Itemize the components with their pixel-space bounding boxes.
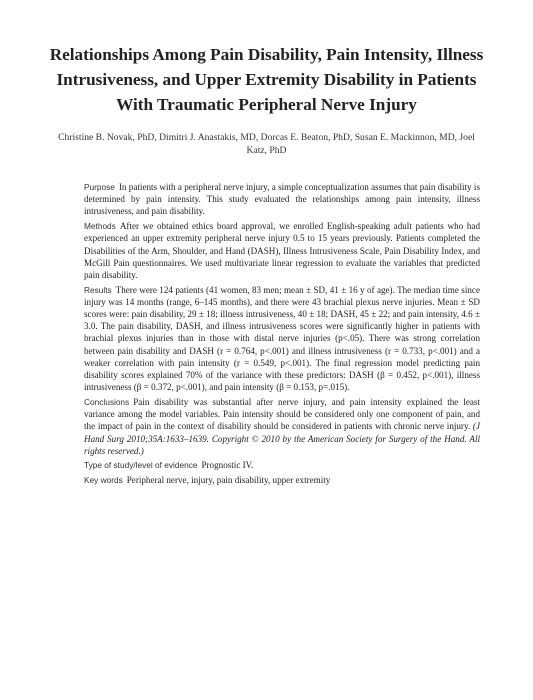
results-paragraph [84,284,480,394]
keywords-text: Peripheral nerve, injury, pain disability, upper extremity [126,475,331,486]
purpose-paragraph [84,181,480,218]
article-title: Relationships Among Pain Disability, Pain Intensity, Illness Intrusiveness, and Upper Extremity Disability in Patients With Traumatic Peripheral Nerve Injury [49,45,484,114]
conclusions-text: Pain disability was substantial after nerve injury, and pain intensity explained the least variance among the model variables. Pain intensity should be considered only one component of pain, and the impact of pain in the context of disability should be considered in patients with chronic nerve injury. [84,396,480,432]
keywords-paragraph [84,474,480,486]
purpose-label: Purpose [84,182,115,192]
author-list: Christine B. Novak, PhD, Dimitri J. Anastakis, MD, Dorcas E. Beaton, PhD, Susan E. Mackinnon, MD, Joel Katz, PhD [58,132,475,156]
results-label: Results [84,284,112,295]
study-type-paragraph [84,459,480,471]
conclusions-label: Conclusions [84,396,130,407]
abstract [84,181,480,489]
purpose-text: In patients with a peripheral nerve injury, a simple conceptualization assumes that pain disability is determined by pain intensity. This study evaluated the relationships among pain intensity, illness intrusiveness, and pain disability. [84,182,480,217]
methods-text: After we obtained ethics board approval, we enrolled English-speaking adult patients who had experienced an upper extremity peripheral nerve injury 0.5 to 15 years previously. Patients completed the Disabilities of the Arm, Shoulder, and Hand (DASH), Illness Intrusiveness Scale, Pain Disability Index, and McGill Pain questionnaires. We used multivariate linear regression to evaluate the variables that predicted pain disability. [84,221,480,280]
journal-citation: (J Hand Surg 2010;35A:1633–1639. Copyright © 2010 by the American Society for Surgery of the Hand. All rights reserved.) [84,421,480,456]
keywords-label: Key words [84,475,123,486]
methods-label: Methods [84,221,116,232]
conclusions-paragraph [84,396,480,457]
results-text: There were 124 patients (41 women, 83 men; mean ± SD, 41 ± 16 y of age). The median time since injury was 14 months (range, 6–145 months), and there were 43 brachial plexus nerve injuries. Mean ± SD scores were: pain disability, 29 ± 18; illness intrusiveness, 40 ± 18; DASH, 45 ± 22; and pain intensity, 4.6 ± 3.0. The pain disability, DASH, and illness intrusiveness scores were significantly higher in patients with brachial plexus injuries than in those with distal nerve injuries (p<.05). There was strong correlation between pain disability and DASH (r = 0.764, p<.001) and illness intrusiveness (r = 0.733, p<.001) and a weaker correlation with pain intensity (r = 0.549, p<.001). The final regression model predicting pain disability scores explained 70% of the variance with these predictors: DASH (β = 0.452, p<.001), illness intrusiveness (β = 0.372, p<.001), and pain intensity (β = 0.153, p=.015). [84,284,480,393]
study-type-text: Prognostic IV. [201,460,254,471]
study-type-label: Type of study/level of evidence [84,460,198,471]
methods-paragraph [84,220,480,281]
